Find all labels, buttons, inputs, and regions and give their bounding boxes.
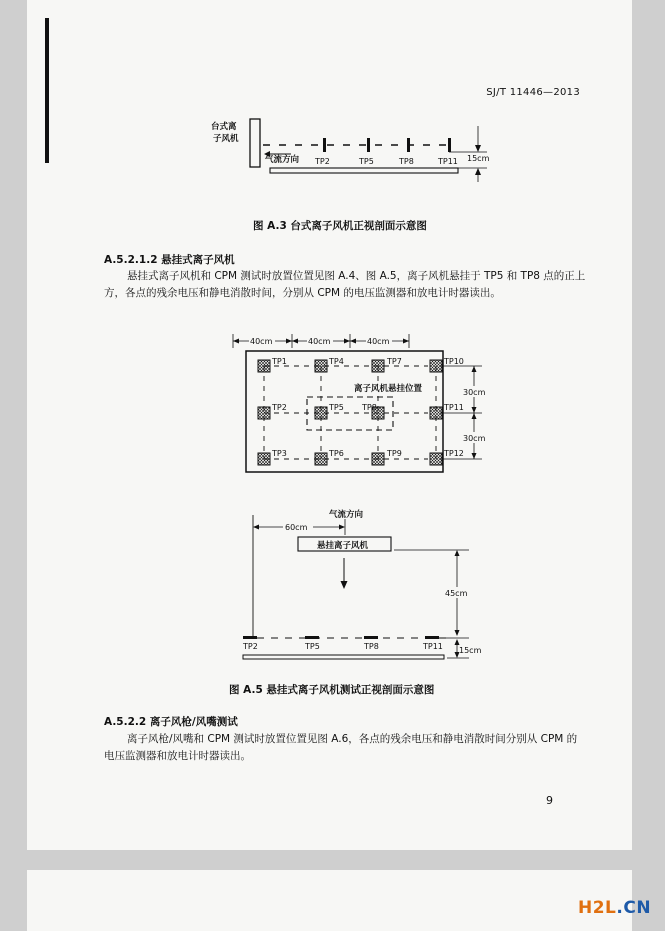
tp-marker bbox=[364, 636, 378, 639]
tp-label: TP6 bbox=[329, 449, 344, 458]
airflow-label: 气流方向 bbox=[329, 510, 364, 520]
figure-a4-diagram bbox=[212, 330, 492, 480]
tp-label: TP1 bbox=[272, 357, 287, 366]
paragraph-line: 悬挂式离子风机和 CPM 测试时放置位置见图 A.4、图 A.5，离子风机悬挂于 TP5 和 TP8 点的正上 bbox=[127, 270, 586, 282]
standard-code: SJ/T 11446—2013 bbox=[486, 87, 580, 98]
page-number: 9 bbox=[546, 794, 553, 807]
device-label-2: 子风机 bbox=[213, 134, 239, 144]
tp-label: TP2 bbox=[272, 403, 287, 412]
tp-label: TP4 bbox=[329, 357, 344, 366]
tp-pad bbox=[315, 407, 327, 419]
tp-pad bbox=[258, 453, 270, 465]
tp-label: TP8 bbox=[362, 403, 377, 412]
tp-marker bbox=[448, 138, 451, 152]
watermark-part: .CN bbox=[616, 898, 652, 918]
tp-label: TP5 bbox=[305, 642, 320, 651]
device-label-1: 台式离 bbox=[211, 122, 237, 132]
paragraph-line: 离子风枪/风嘴和 CPM 测试时放置位置见图 A.6，各点的残余电压和静电消散时间分别从 CPM 的 bbox=[127, 733, 578, 745]
document-page bbox=[27, 0, 632, 850]
dimension-label: 40cm bbox=[367, 337, 390, 346]
tp-label: TP8 bbox=[364, 642, 379, 651]
tp-label: TP2 bbox=[315, 157, 330, 166]
tp-label: TP10 bbox=[444, 357, 464, 366]
section-heading: A.5.2.1.2 悬挂式离子风机 bbox=[104, 254, 235, 266]
next-page-edge bbox=[27, 870, 632, 931]
tp-pad bbox=[315, 360, 327, 372]
height-label: 45cm bbox=[445, 589, 468, 598]
height-label: 15cm bbox=[467, 154, 490, 163]
figure-a3-diagram bbox=[211, 112, 497, 184]
dimension-label: 30cm bbox=[463, 434, 486, 443]
table-height-label: 15cm bbox=[459, 646, 482, 655]
tp-marker bbox=[407, 138, 410, 152]
paragraph-line: 电压监测器和放电计时器读出。 bbox=[104, 750, 251, 762]
airflow-down-arrow bbox=[341, 581, 348, 589]
tp-label: TP5 bbox=[329, 403, 344, 412]
figure-a5-diagram bbox=[207, 505, 497, 665]
offset-label: 60cm bbox=[285, 523, 308, 532]
tp-marker bbox=[323, 138, 326, 152]
dimension-label: 40cm bbox=[308, 337, 331, 346]
tp-pad bbox=[372, 453, 384, 465]
hanging-fan-label: 悬挂离子风机 bbox=[317, 541, 369, 551]
tp-marker bbox=[367, 138, 370, 152]
tp-marker bbox=[243, 636, 257, 639]
tp-label: TP11 bbox=[438, 157, 458, 166]
tp-pad bbox=[315, 453, 327, 465]
tp-pad bbox=[258, 360, 270, 372]
figure-a5-caption: 图 A.5 悬挂式离子风机测试正视剖面示意图 bbox=[229, 684, 435, 696]
watermark-logo bbox=[578, 898, 651, 918]
tp-pad bbox=[372, 360, 384, 372]
paragraph-line: 方，各点的残余电压和静电消散时间，分别从 CPM 的电压监测器和放电计时器读出。 bbox=[104, 287, 501, 299]
hang-position-label: 离子风机悬挂位置 bbox=[354, 384, 423, 394]
dimension-label: 40cm bbox=[250, 337, 273, 346]
table-surface bbox=[243, 655, 444, 659]
tp-label: TP12 bbox=[444, 449, 464, 458]
tp-label: TP2 bbox=[243, 642, 258, 651]
airflow-label: 气流方向 bbox=[265, 155, 300, 165]
tp-label: TP11 bbox=[423, 642, 443, 651]
section-heading: A.5.2.2 离子风枪/风嘴测试 bbox=[104, 716, 238, 728]
tp-label: TP9 bbox=[387, 449, 402, 458]
desktop-fan-shape bbox=[250, 119, 260, 167]
binding-edge bbox=[45, 18, 49, 163]
figure-a3-caption: 图 A.3 台式离子风机正视剖面示意图 bbox=[253, 220, 427, 232]
tp-marker bbox=[425, 636, 439, 639]
tp-label: TP8 bbox=[399, 157, 414, 166]
dimension-label: 30cm bbox=[463, 388, 486, 397]
tp-label: TP7 bbox=[387, 357, 402, 366]
tp-marker bbox=[305, 636, 319, 639]
tp-label: TP11 bbox=[444, 403, 464, 412]
tp-label: TP5 bbox=[359, 157, 374, 166]
tp-label: TP3 bbox=[272, 449, 287, 458]
watermark-part: H2L bbox=[578, 898, 617, 918]
tp-pad bbox=[258, 407, 270, 419]
table-surface bbox=[270, 168, 458, 173]
